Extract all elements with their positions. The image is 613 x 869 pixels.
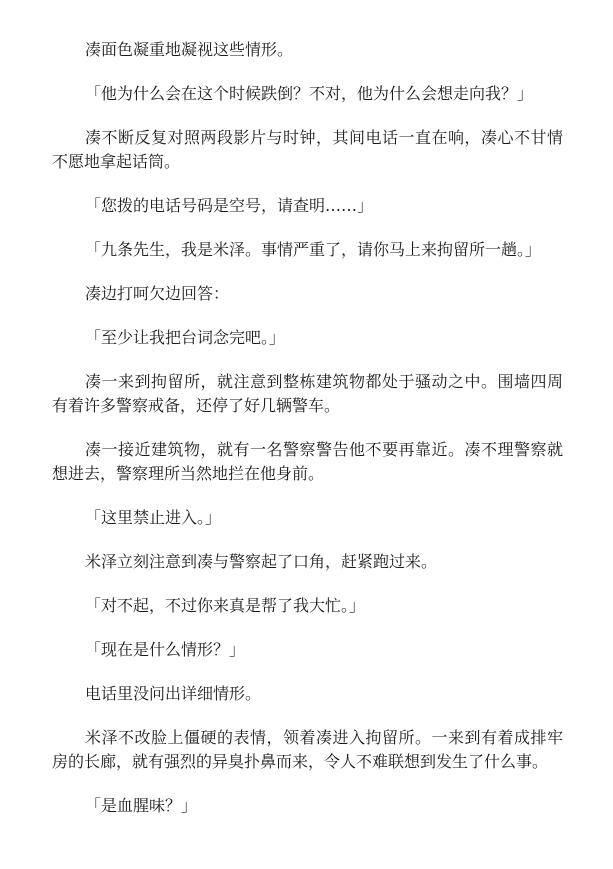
paragraph: 凑一来到拘留所，就注意到整栋建筑物都处于骚动之中。围墙四周有着许多警察戒备，还停了好几辆警车。 — [52, 372, 563, 415]
paragraph: 凑不断反复对照两段影片与时钟，其间电话一直在响，凑心不甘情不愿地拿起话筒。 — [52, 128, 563, 171]
paragraph: 米泽不改脸上僵硬的表情，领着凑进入拘留所。一来到有着成排牢房的长廊，就有强烈的异臭扑鼻而来，令人不难联想到发生了什么事。 — [52, 728, 563, 771]
paragraph: 「是血腥味？」 — [85, 796, 198, 815]
paragraph: 凑面色凝重地凝视这些情形。 — [85, 40, 294, 59]
paragraph: 米泽立刻注意到凑与警察起了口角，赶紧跑过来。 — [85, 552, 438, 571]
paragraph: 电话里没问出详细情形。 — [85, 684, 262, 703]
paragraph: 「对不起，不过你来真是帮了我大忙。」 — [85, 596, 366, 615]
paragraph: 「现在是什么情形？」 — [85, 640, 246, 659]
paragraph: 「他为什么会在这个时候跌倒？不对，他为什么会想走向我？」 — [85, 84, 534, 103]
paragraph: 「这里禁止进入。」 — [85, 508, 222, 527]
paragraph: 「至少让我把台词念完吧。」 — [85, 328, 286, 347]
paragraph: 凑一接近建筑物，就有一名警察警告他不要再靠近。凑不理警察就想进去，警察理所当然地拦在他身前。 — [52, 440, 563, 483]
paragraph: 「九条先生，我是米泽。事情严重了，请你马上来拘留所一趟。」 — [85, 240, 542, 259]
paragraph: 「您拨的电话号码是空号，请查明……」 — [85, 196, 374, 215]
paragraph: 凑边打呵欠边回答： — [85, 284, 230, 303]
